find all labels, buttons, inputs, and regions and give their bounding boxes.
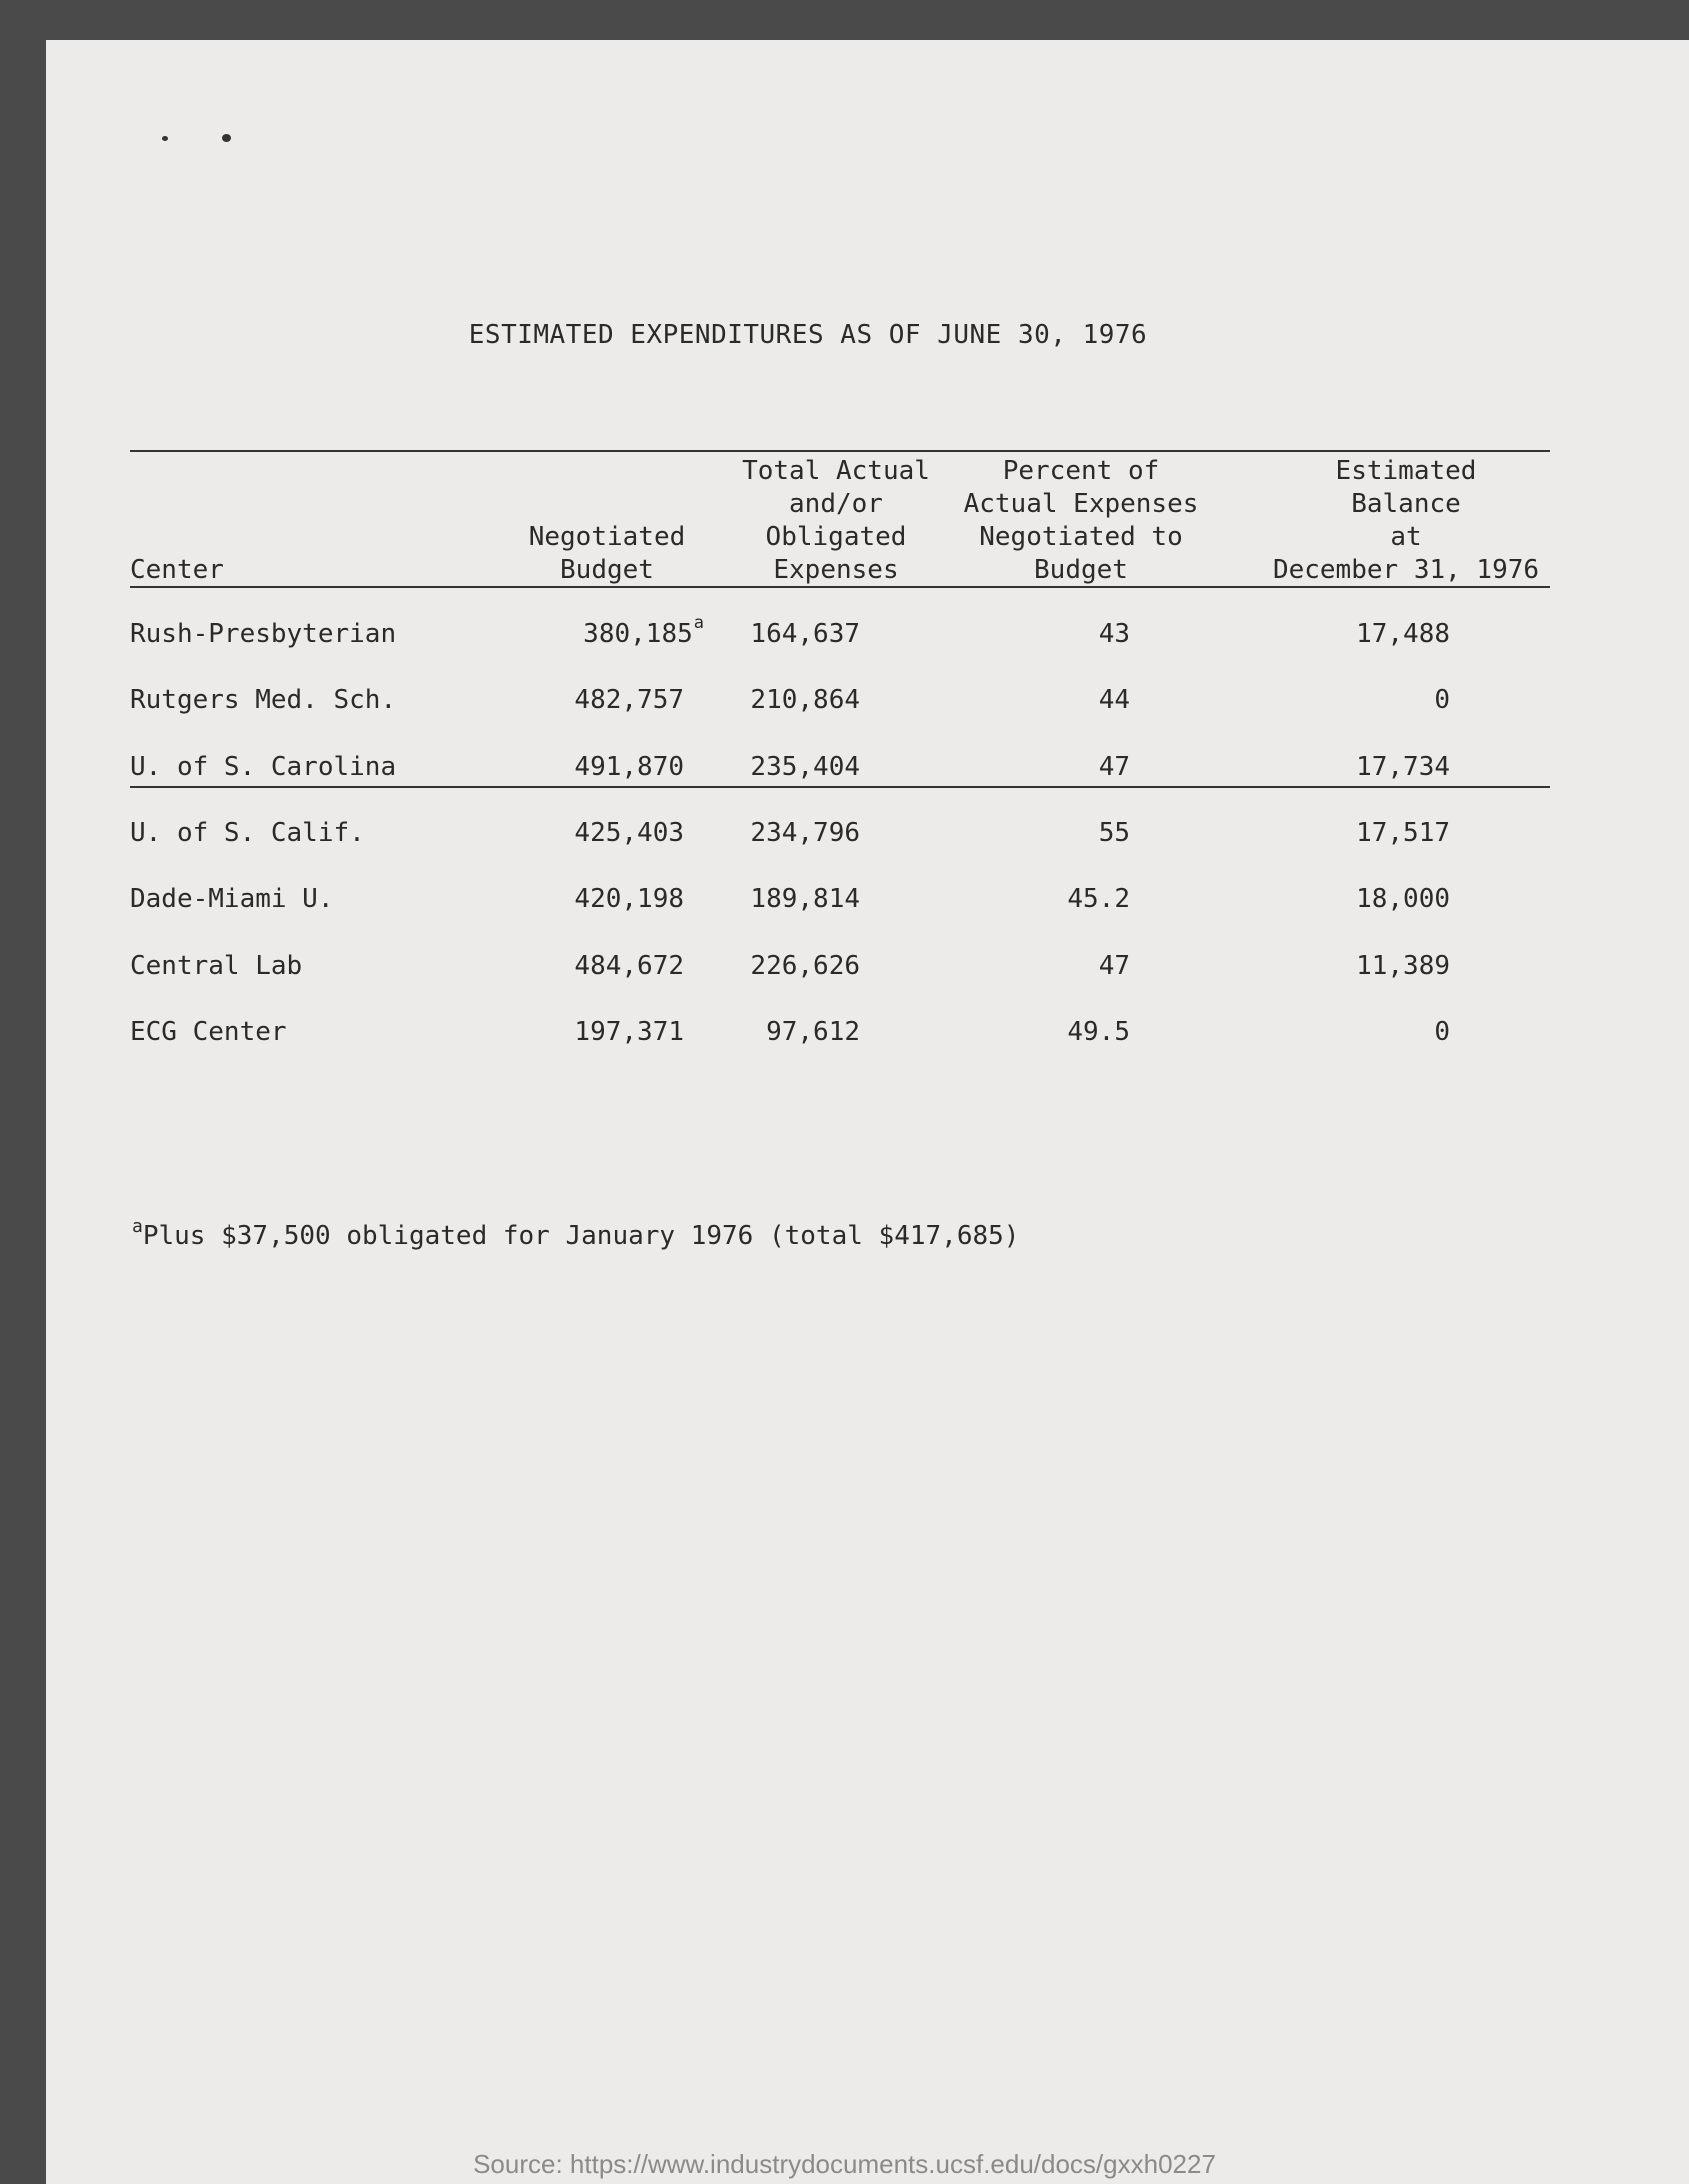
cell-value: 380,185 [583,619,693,649]
table-bottom-rule [130,786,1550,788]
cell-percent [830,817,1130,850]
table-top-rule [130,450,1550,452]
cell-value: 425,403 [574,818,684,848]
document-title: ESTIMATED EXPENDITURES AS OF JUNE 30, 1976 [468,320,1148,350]
cell-value: 17,734 [1356,752,1450,782]
cell-value: 55 [1098,818,1130,848]
cell-value: 44 [1098,685,1130,715]
scan-speck [162,136,168,141]
document-page [46,40,1689,2184]
cell-value: 484,672 [574,951,684,981]
cell-center [130,883,334,916]
footnote-mark: a [132,1216,143,1237]
cell-balance [1150,1016,1450,1049]
cell-expenses [560,618,860,651]
cell-value: 0 [1434,685,1450,715]
cell-value: 43 [1098,619,1130,649]
footnote [132,1216,1020,1255]
footnote-reference: a [693,613,704,633]
scan-speck [222,134,231,142]
cell-center [130,817,365,850]
cell-value: 18,000 [1356,884,1450,914]
source-caption: Source: https://www.industrydocuments.ucsf.edu/docs/gxxh0227 [473,2149,1216,2179]
cell-value: U. of S. Carolina [130,752,397,782]
cell-percent [830,751,1130,784]
column-header-expenses: Total Actual and/or Obligated Expenses [742,456,930,585]
cell-expenses [560,817,860,850]
cell-center [130,684,396,717]
cell-percent [830,950,1130,983]
cell-value: 420,198 [574,884,684,914]
cell-value: 235,404 [750,752,860,782]
column-header-balance: Estimated Balance at December 31, 1976 [1272,456,1540,585]
cell-value: Rutgers Med. Sch. [130,685,397,715]
column-header-budget: Negotiated Budget [528,522,686,585]
cell-expenses [560,751,860,784]
cell-value: 189,814 [750,884,860,914]
cell-percent [830,684,1130,717]
cell-value: Dade-Miami U. [130,884,334,914]
cell-balance [1150,618,1450,651]
cell-balance [1150,751,1450,784]
cell-center [130,1016,287,1049]
cell-expenses [560,684,860,717]
column-header-center: Center [130,555,224,585]
cell-value: 482,757 [574,685,684,715]
cell-value: 17,517 [1356,818,1450,848]
cell-value: 491,870 [574,752,684,782]
cell-percent [830,1016,1130,1049]
cell-value: 197,371 [574,1017,684,1047]
cell-value: 226,626 [750,951,860,981]
cell-center [130,950,302,983]
cell-percent [830,618,1130,651]
column-header-percent: Percent of Actual Expenses Negotiated to Budget [963,456,1199,585]
cell-value: 164,637 [750,619,860,649]
footnote-text: Plus $37,500 obligated for January 1976 (total $417,685) [142,1221,1020,1251]
cell-value: 210,864 [750,685,860,715]
cell-center [130,751,396,784]
cell-value: 49.5 [1067,1017,1130,1047]
cell-value: Central Lab [130,951,303,981]
header-bottom-rule [130,586,1550,588]
cell-value: 11,389 [1356,951,1450,981]
cell-expenses [560,950,860,983]
cell-balance [1150,684,1450,717]
cell-value: U. of S. Calif. [130,818,365,848]
cell-value: 47 [1098,951,1130,981]
cell-value: 17,488 [1356,619,1450,649]
cell-expenses [560,883,860,916]
cell-balance [1150,817,1450,850]
cell-value: 0 [1434,1017,1450,1047]
cell-value: 234,796 [750,818,860,848]
cell-balance [1150,883,1450,916]
cell-value: 97,612 [766,1017,860,1047]
cell-value: ECG Center [130,1017,287,1047]
cell-center [130,618,396,651]
cell-value: 45.2 [1067,884,1130,914]
cell-percent [830,883,1130,916]
cell-expenses [560,1016,860,1049]
cell-value: Rush-Presbyterian [130,619,397,649]
cell-balance [1150,950,1450,983]
cell-value: 47 [1098,752,1130,782]
